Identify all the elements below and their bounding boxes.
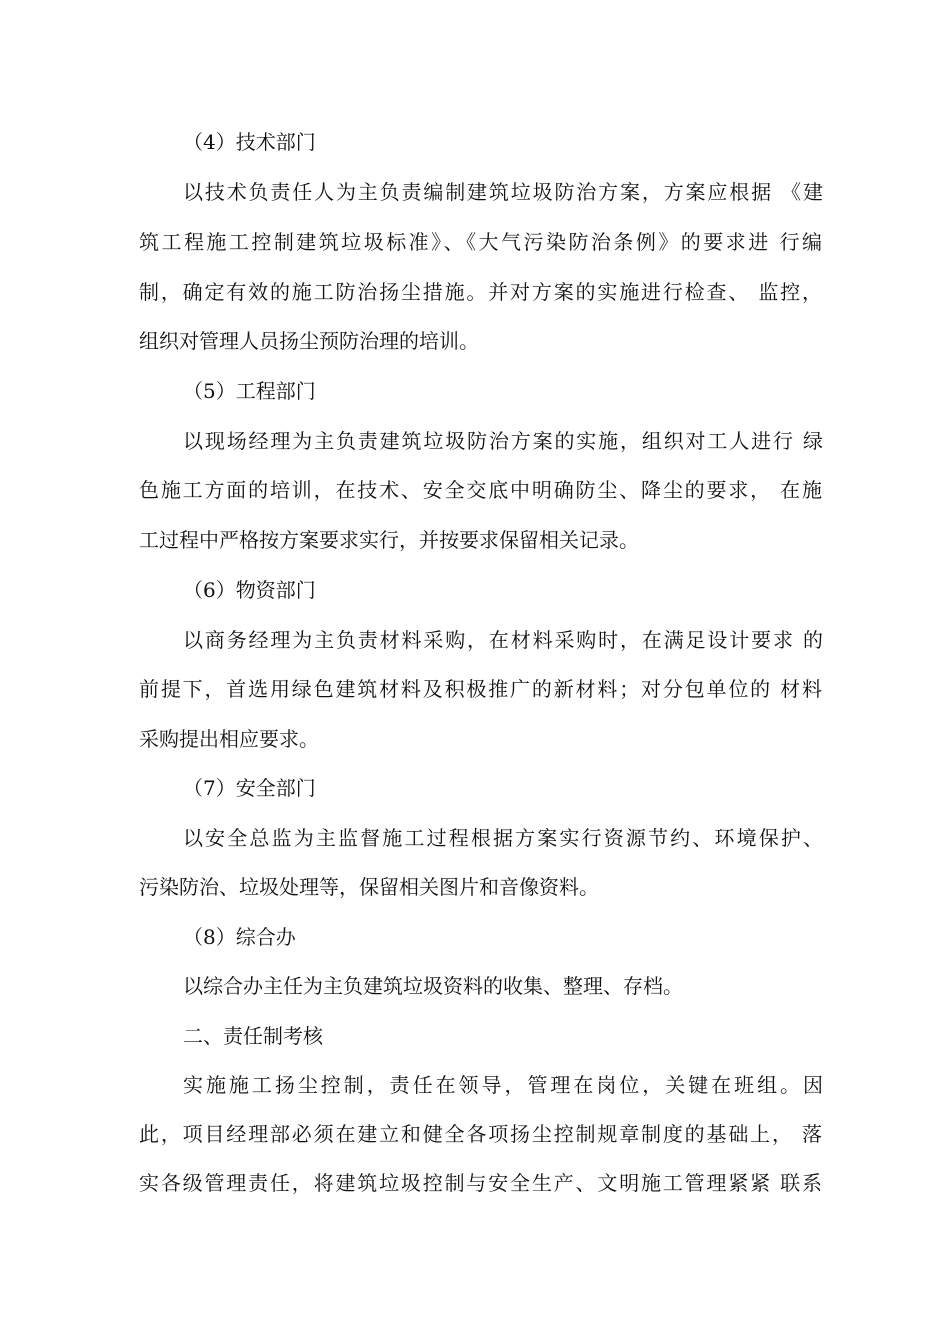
section-heading-responsibility: 二、责任制考核 (183, 1024, 323, 1048)
paragraph-line: 色施工方面的培训，在技术、安全交底中明确防尘、降尘的要求， 在施 (139, 478, 822, 502)
paragraph-line: 以商务经理为主负责材料采购，在材料采购时，在满足设计要求 的 (183, 628, 823, 652)
paragraph-line: 前提下，首选用绿色建筑材料及积极推广的新材料；对分包单位的 材料 (139, 677, 822, 701)
paragraph-line: 采购提出相应要求。 (139, 727, 319, 751)
paragraph-line: 实各级管理责任，将建筑垃圾控制与安全生产、文明施工管理紧紧 联系 (139, 1171, 822, 1195)
heading-safety-dept: （7）安全部门 (183, 776, 316, 800)
paragraph-line: 筑工程施工控制建筑垃圾标准》、《大气污染防治条例》的要求进 行编 (139, 230, 822, 254)
paragraph-line: 以现场经理为主负责建筑垃圾防治方案的实施，组织对工人进行 绿 (183, 429, 823, 453)
heading-materials-dept: （6）物资部门 (183, 578, 316, 602)
paragraph-line: 以安全总监为主监督施工过程根据方案实行资源节约、环境保护、 (183, 826, 823, 850)
paragraph-line: 以技术负责任人为主负责编制建筑垃圾防治方案，方案应根据 《建 (183, 180, 823, 204)
paragraph-line: 此，项目经理部必须在建立和健全各项扬尘控制规章制度的基础上， 落 (139, 1122, 822, 1146)
heading-technical-dept: （4）技术部门 (183, 130, 316, 154)
paragraph-line: 制，确定有效的施工防治扬尘措施。并对方案的实施进行检查、 监控， (139, 280, 822, 304)
paragraph-line: 工过程中严格按方案要求实行，并按要求保留相关记录。 (139, 528, 639, 552)
heading-engineering-dept: （5）工程部门 (183, 379, 316, 403)
heading-general-office: （8）综合办 (183, 925, 296, 949)
paragraph-line: 以综合办主任为主负建筑垃圾资料的收集、整理、存档。 (183, 974, 683, 998)
paragraph-line: 污染防治、垃圾处理等，保留相关图片和音像资料。 (139, 875, 599, 899)
paragraph-line: 组织对管理人员扬尘预防治理的培训。 (139, 329, 479, 353)
paragraph-line: 实施施工扬尘控制，责任在领导，管理在岗位，关键在班组。因 (183, 1073, 823, 1097)
